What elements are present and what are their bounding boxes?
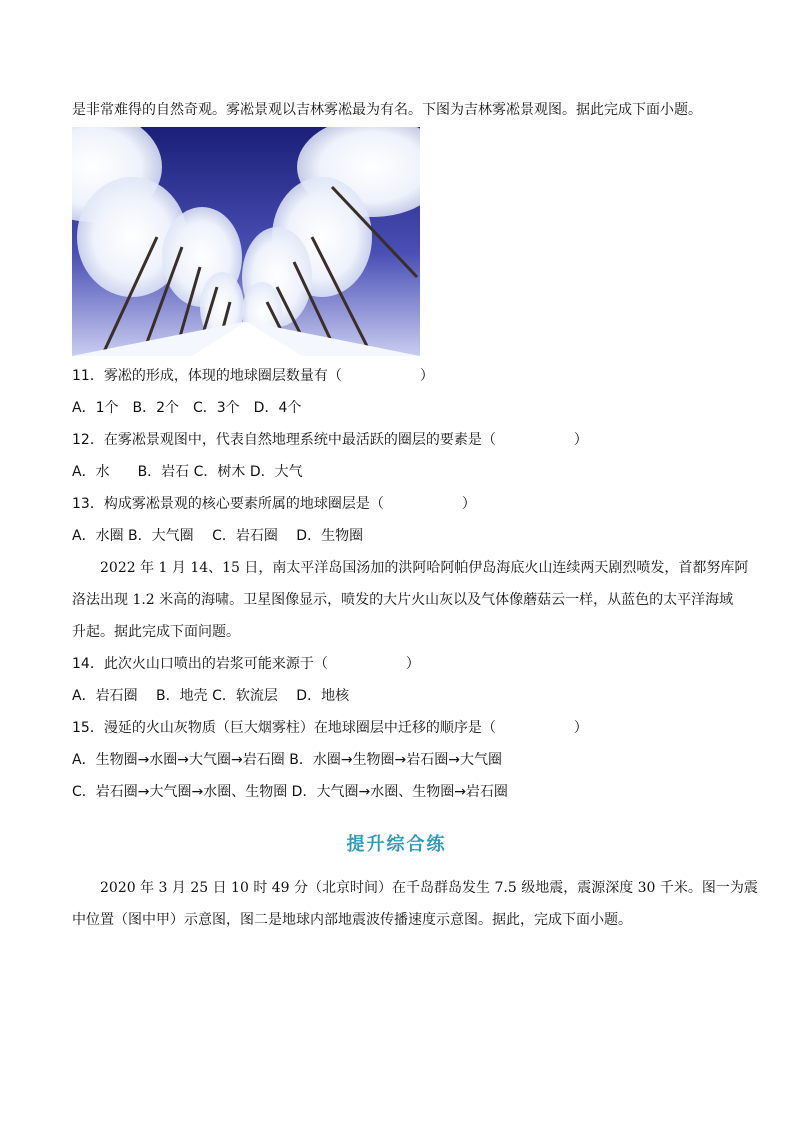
question-11-options: A．1个 B．2个 C．3个 D．4个	[72, 400, 302, 416]
question-12-options: A．水 B．岩石 C．树木 D．大气	[72, 464, 303, 480]
question-13-options: A．水圈 B．大气圈 C．岩石圈 D．生物圈	[72, 528, 364, 544]
question-13: 13．构成雾凇景观的核心要素所属的地球圈层是（ ）	[72, 496, 476, 512]
question-14: 14．此次火山口喷出的岩浆可能来源于（ ）	[72, 656, 420, 672]
passage2-line: 升起。据此完成下面问题。	[72, 624, 240, 640]
question-stem: 13．构成雾凇景观的核心要素所属的地球圈层是（	[72, 496, 384, 512]
question-15-options: C．岩石圈→大气圈→水圈、生物圈 D．大气圈→水圈、生物圈→岩石圈	[72, 784, 508, 800]
section-heading: 提升综合练	[346, 834, 447, 855]
question-stem: 11．雾凇的形成，体现的地球圈层数量有（	[72, 368, 342, 384]
question-stem: 12．在雾凇景观图中，代表自然地理系统中最活跃的圈层的要素是（	[72, 432, 496, 448]
question-12: 12．在雾凇景观图中，代表自然地理系统中最活跃的圈层的要素是（ ）	[72, 432, 588, 448]
question-11: 11．雾凇的形成，体现的地球圈层数量有（ ）	[72, 368, 434, 384]
question-stem: 15．漫延的火山灰物质（巨大烟雾柱）在地球圈层中迁移的顺序是（	[72, 720, 496, 736]
question-15: 15．漫延的火山灰物质（巨大烟雾柱）在地球圈层中迁移的顺序是（ ）	[72, 720, 588, 736]
passage2-line: 2022 年 1 月 14、15 日，南太平洋岛国汤加的洪阿哈阿帕伊岛海底火山连续两天剧烈喷发，首都努库阿	[100, 560, 749, 576]
rime-landscape-photo	[72, 127, 420, 356]
passage2-line: 洛法出现 1.2 米高的海啸。卫星图像显示，喷发的大片火山灰以及气体像蘑菇云一样，从蓝色的太平洋海域	[72, 592, 734, 608]
passage3-line: 2020 年 3 月 25 日 10 时 49 分（北京时间）在千岛群岛发生 7.5 级地震，震源深度 30 千米。图一为震	[100, 880, 758, 896]
question-stem: 14．此次火山口喷出的岩浆可能来源于（	[72, 656, 328, 672]
question-15-options: A．生物圈→水圈→大气圈→岩石圈 B．水圈→生物圈→岩石圈→大气圈	[72, 752, 503, 768]
question-14-options: A．岩石圈 B．地壳 C．软流层 D．地核	[72, 688, 350, 704]
passage3-line: 中位置（图中甲）示意图，图二是地球内部地震波传播速度示意图。据此，完成下面小题。	[72, 912, 632, 928]
intro-text: 是非常难得的自然奇观。雾凇景观以吉林雾凇最为有名。下图为吉林雾凇景观图。据此完成下面小题。	[72, 102, 702, 118]
